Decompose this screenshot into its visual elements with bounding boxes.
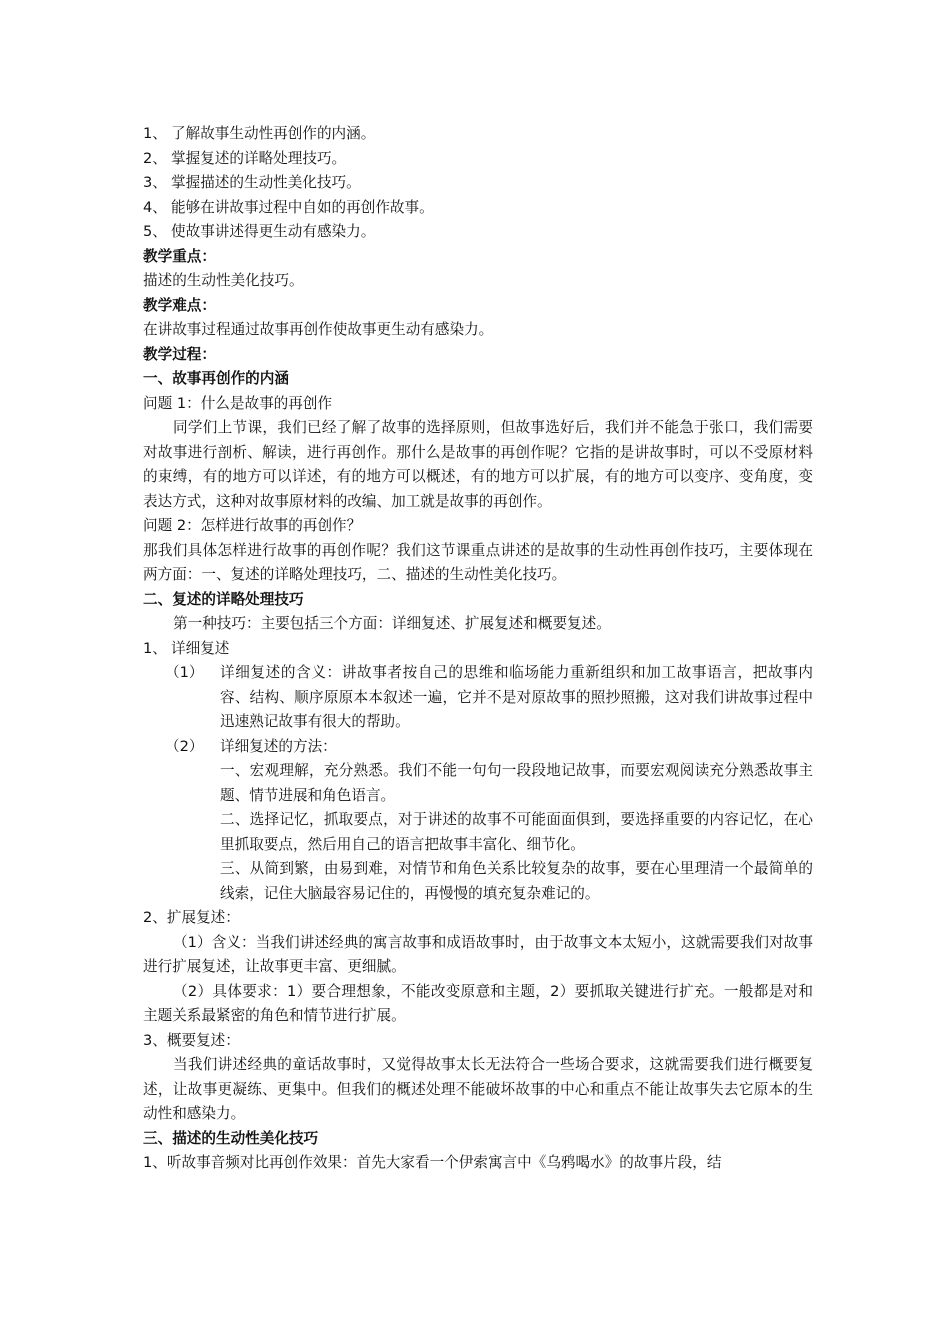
objective-item: 4、 能够在讲故事过程中自如的再创作故事。	[143, 198, 434, 216]
section3-item1: 1、听故事音频对比再创作效果：首先大家看一个伊索寓言中《乌鸦喝水》的故事片段，结	[143, 1154, 722, 1171]
key-point-text: 描述的生动性美化技巧。	[143, 272, 304, 289]
difficulty-heading: 教学难点：	[143, 296, 216, 314]
section1-paragraph-1: 同学们上节课，我们已经了解了故事的选择原则，但故事选好后，我们并不能急于张口，我们需要对故事进行剖析、解读，进行再创作。那什么是故事的再创作呢？它指的是讲故事时，可以不受原材料的束缚，有的地方可以详述，有的地方可以概述，有的地方可以扩展，有的地方可以变序、变角度，变表达方式，这种对故事原材料的改编、加工就是故事的再创作。	[143, 419, 813, 510]
method-1: 一、宏观理解，充分熟悉。我们不能一句句一段段地记故事，而要宏观阅读充分熟悉故事主题、情节进展和角色语言。	[220, 762, 813, 804]
objective-item: 3、 掌握描述的生动性美化技巧。	[143, 174, 361, 191]
method-2: 二、选择记忆，抓取要点，对于讲述的故事不可能面面俱到，要选择重要的内容记忆，在心里抓取要点，然后用自己的语言把故事丰富化、细节化。	[220, 811, 813, 853]
section2-heading: 二、复述的详略处理技巧	[143, 590, 304, 608]
objectives-list	[143, 122, 813, 245]
section1-paragraph-2: 那我们具体怎样进行故事的再创作呢？我们这节课重点讲述的是故事的生动性再创作技巧，主要体现在两方面：一、复述的详略处理技巧，二、描述的生动性美化技巧。	[143, 541, 813, 583]
sub-item-2: （2） 详细复述的方法：	[165, 737, 337, 755]
objective-item: 1、 了解故事生动性再创作的内涵。	[143, 125, 376, 142]
method-3: 三、从简到繁，由易到难，对情节和角色关系比较复杂的故事，要在心里理清一个最简单的线索，记住大脑最容易记住的，再慢慢的填充复杂难记的。	[220, 860, 813, 902]
question-1: 问题 1：什么是故事的再创作	[143, 394, 333, 412]
section2-item3: 3、概要复述：	[143, 1031, 240, 1049]
question-2: 问题 2：怎样进行故事的再创作？	[143, 517, 362, 534]
section2-item1: 1、 详细复述	[143, 639, 230, 657]
item2-paragraph-2: （2）具体要求：1）要合理想象，不能改变原意和主题，2）要抓取关键进行扩充。一般都是对和主题关系最紧密的角色和情节进行扩展。	[143, 982, 813, 1024]
objective-item: 5、 使故事讲述得更生动有感染力。	[143, 223, 376, 240]
item3-paragraph-1: 当我们讲述经典的童话故事时，又觉得故事太长无法符合一些场合要求，这就需要我们进行概要复述，让故事更凝练、更集中。但我们的概述处理不能破坏故事的中心和重点不能让故事失去它原本的生动性和感染力。	[143, 1056, 813, 1122]
key-point-heading: 教学重点：	[143, 247, 216, 265]
section2-item2: 2、扩展复述：	[143, 909, 240, 926]
section1-heading: 一、故事再创作的内涵	[143, 370, 289, 387]
difficulty-text: 在讲故事过程通过故事再创作使故事更生动有感染力。	[143, 321, 494, 338]
objective-item: 2、 掌握复述的详略处理技巧。	[143, 149, 347, 167]
section3-heading: 三、描述的生动性美化技巧	[143, 1129, 319, 1147]
item2-paragraph-1: （1）含义：当我们讲述经典的寓言故事和成语故事时，由于故事文本太短小，这就需要我们对故事进行扩展复述，让故事更丰富、更细腻。	[143, 933, 813, 975]
section2-intro: 第一种技巧：主要包括三个方面：详细复述、扩展复述和概要复述。	[173, 615, 611, 632]
document-body	[143, 122, 813, 1176]
process-heading: 教学过程：	[143, 345, 216, 363]
sub-item-1: （1） 详细复述的含义：讲故事者按自己的思维和临场能力重新组织和加工故事语言，把故事内容、结构、顺序原原本本叙述一遍，它并不是对原故事的照抄照搬，这对我们讲故事过程中迅速熟记故事有很大的帮助。	[165, 664, 813, 730]
